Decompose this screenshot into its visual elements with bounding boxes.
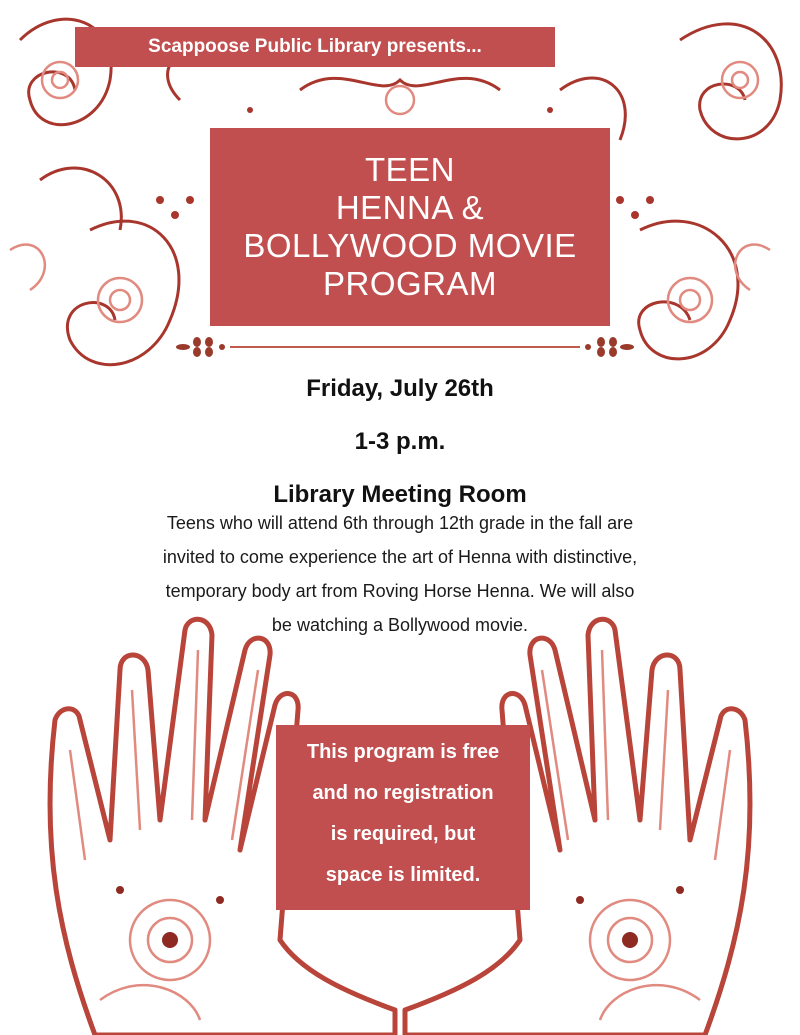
description-line: invited to come experience the art of Henna with distinctive, [162, 547, 638, 567]
description-line: temporary body art from Roving Horse Henna. We will also [165, 581, 635, 601]
event-title [210, 128, 610, 326]
event-details [0, 362, 800, 521]
leaf-vine-divider-icon [175, 336, 635, 358]
presenter-banner: Scappoose Public Library presents... [75, 27, 555, 67]
free-admission-notice [276, 725, 530, 910]
event-time: 1-3 p.m. [354, 428, 446, 455]
title-line: TEEN [364, 151, 455, 188]
title-line: PROGRAM [322, 265, 497, 302]
notice-line: is required, but [330, 823, 476, 845]
title-line: HENNA & [335, 189, 485, 226]
notice-line: This program is free [306, 741, 500, 763]
description-line: Teens who will attend 6th through 12th grade in the fall are [166, 513, 634, 533]
title-line: BOLLYWOOD MOVIE [243, 227, 577, 264]
notice-line: and no registration [312, 782, 494, 804]
notice-line: space is limited. [325, 864, 481, 886]
event-location: Library Meeting Room [273, 481, 527, 508]
event-date: Friday, July 26th [306, 375, 494, 402]
event-description [80, 506, 720, 642]
description-line: be watching a Bollywood movie. [271, 615, 529, 635]
